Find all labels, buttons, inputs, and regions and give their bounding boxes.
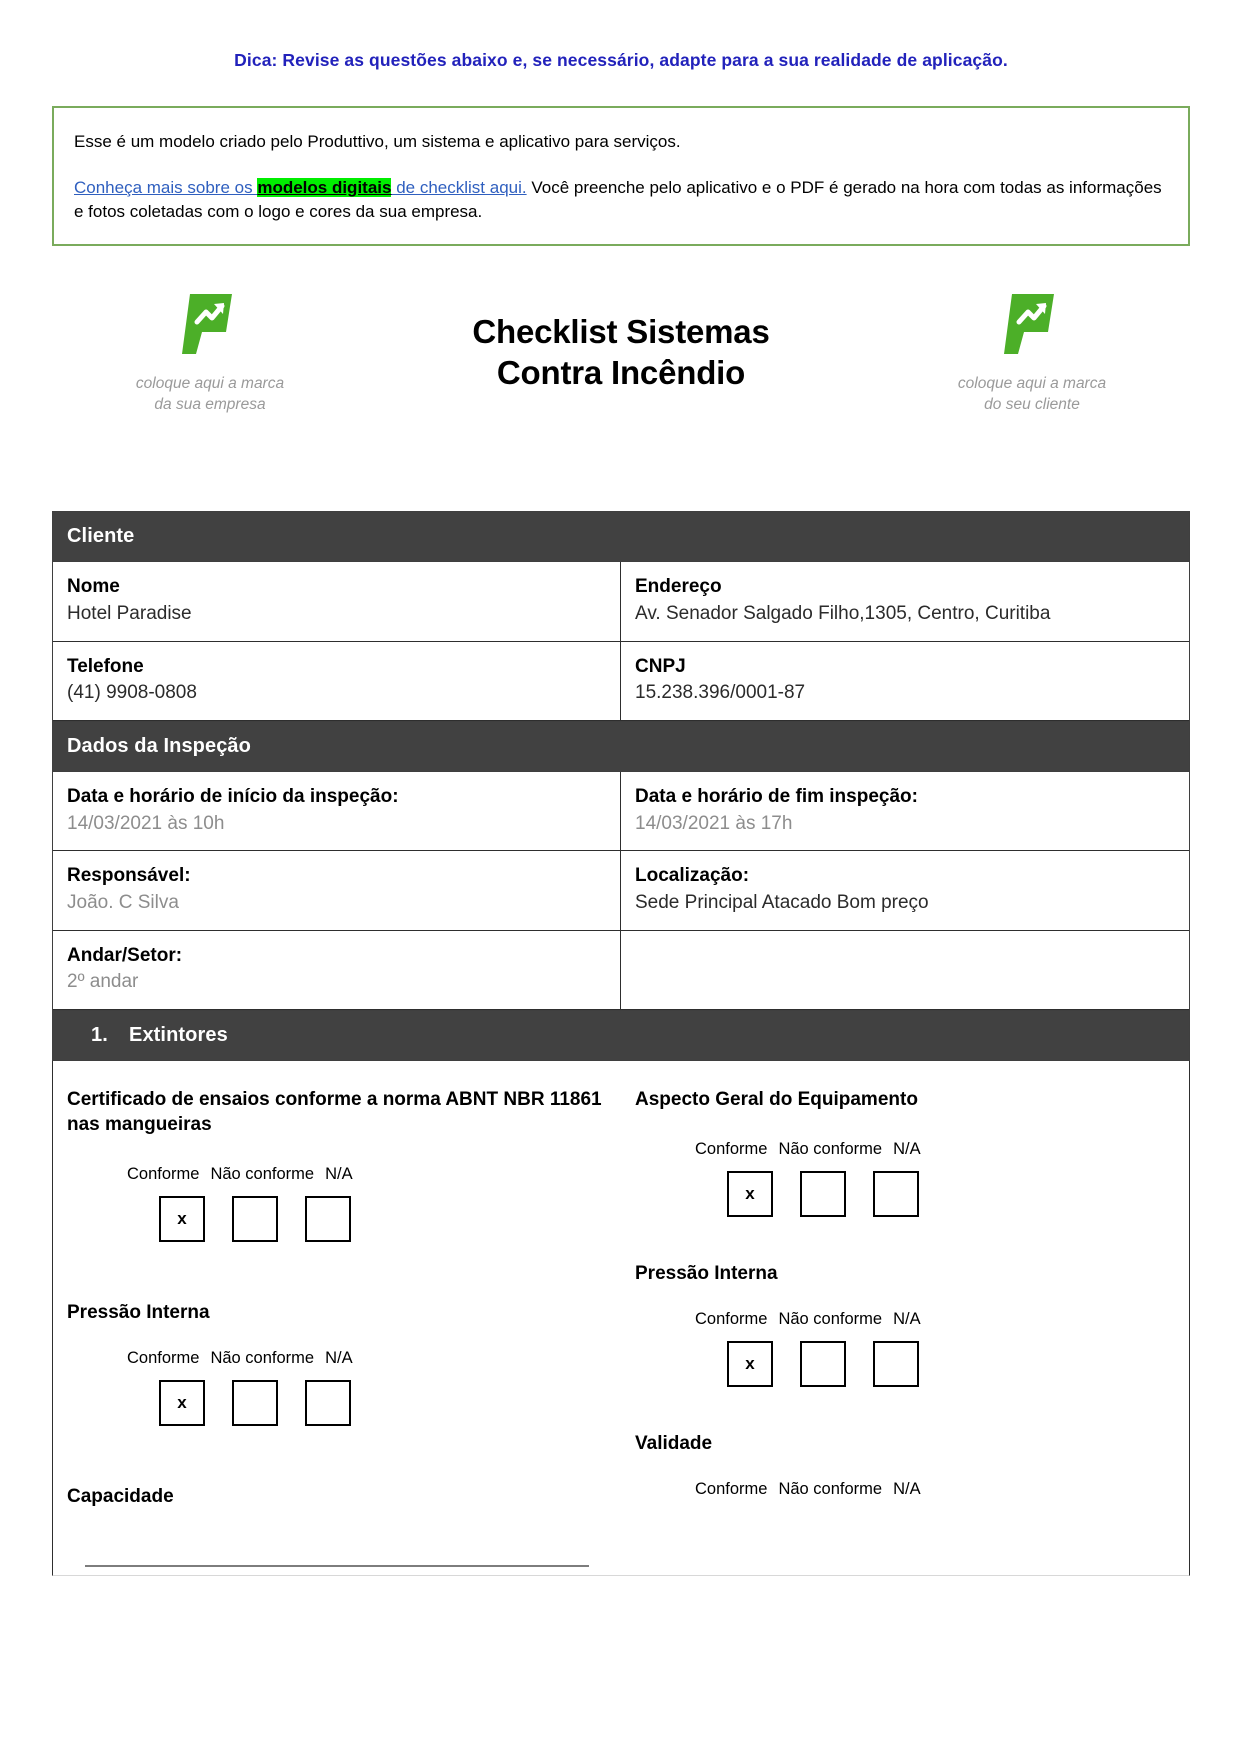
link-text-highlight: modelos digitais [257, 178, 392, 198]
field-localizacao-value: Sede Principal Atacado Bom preço [635, 891, 929, 913]
option-label-na: N/A [325, 1349, 353, 1368]
field-telefone[interactable] [53, 642, 621, 720]
option-labels-aspecto [695, 1140, 1175, 1159]
table-row-nome-endereco [53, 562, 1189, 641]
checkbox-group-aspecto [727, 1171, 1175, 1217]
checkbox-nao-conforme[interactable] [232, 1380, 278, 1426]
option-label-nao-conforme: Não conforme [778, 1480, 883, 1499]
checkbox-na[interactable] [873, 1171, 919, 1217]
option-label-nao-conforme: Não conforme [210, 1349, 315, 1368]
checkbox-conforme[interactable]: x [727, 1171, 773, 1217]
table-row-andar-setor [53, 931, 1189, 1010]
info-box-line-1: Esse é um modelo criado pelo Produttivo, um sistema e aplicativo para serviços. [74, 132, 681, 151]
spacer [635, 1395, 1175, 1431]
spacer [635, 1225, 1175, 1261]
checkbox-conforme[interactable]: x [159, 1380, 205, 1426]
option-label-nao-conforme: Não conforme [778, 1309, 883, 1328]
field-endereco[interactable] [621, 562, 1189, 640]
field-nome-value: Hotel Paradise [67, 603, 192, 625]
checklist-column-left [53, 1087, 621, 1575]
checkbox-group-certificado [159, 1196, 607, 1242]
checkbox-conforme[interactable]: x [727, 1341, 773, 1387]
question-pressao-interna-right-label: Pressão Interna [635, 1262, 778, 1284]
option-label-nao-conforme: Não conforme [210, 1164, 315, 1183]
section-number: 1. [91, 1023, 108, 1046]
company-brand-caption-line-2: da sua empresa [154, 395, 266, 413]
field-telefone-value: (41) 9908-0808 [67, 682, 197, 704]
link-text-suffix: de checklist aqui. [391, 178, 527, 198]
question-validade [635, 1431, 1175, 1499]
question-pressao-interna-right [635, 1261, 1175, 1387]
field-inicio-label: Data e horário de início da inspeção: [67, 785, 399, 807]
field-empty[interactable] [621, 931, 1189, 1009]
option-label-na: N/A [893, 1480, 921, 1499]
checkbox-nao-conforme[interactable] [800, 1171, 846, 1217]
field-andar-setor[interactable] [53, 931, 621, 1009]
question-validade-label: Validade [635, 1432, 713, 1454]
info-box-line-2 [74, 176, 1168, 224]
option-label-conforme: Conforme [127, 1349, 200, 1368]
page-title-line-2: Contra Incêndio [496, 354, 746, 392]
spacer [67, 1250, 607, 1300]
field-nome[interactable] [53, 562, 621, 640]
client-brand-caption-line-1: coloque aqui a marca [957, 375, 1107, 393]
checkbox-na[interactable] [305, 1196, 351, 1242]
question-certificado-label: Certificado de ensaios conforme a norma ABNT NBR 11861 nas mangueiras [67, 1088, 602, 1135]
field-responsavel[interactable] [53, 851, 621, 929]
option-label-na: N/A [325, 1164, 353, 1183]
modelos-digitais-link[interactable] [74, 178, 527, 197]
checklist-column-right [621, 1087, 1189, 1575]
option-labels-pressao-right [695, 1310, 1175, 1329]
field-responsavel-label: Responsável: [67, 865, 191, 887]
option-labels-validade [695, 1480, 1175, 1499]
checkbox-na[interactable] [873, 1341, 919, 1387]
info-box [52, 106, 1190, 246]
company-brand-caption [136, 374, 284, 415]
option-label-na: N/A [893, 1139, 921, 1158]
option-label-na: N/A [893, 1309, 921, 1328]
question-aspecto-geral-label: Aspecto Geral do Equipamento [635, 1088, 918, 1110]
question-aspecto-geral [635, 1087, 1175, 1217]
section-header-cliente: Cliente [53, 511, 1189, 562]
field-inicio-inspecao[interactable] [53, 772, 621, 850]
field-cnpj-label: CNPJ [635, 655, 686, 677]
section-header-dados-inspecao: Dados da Inspeção [53, 721, 1189, 772]
question-capacidade [67, 1484, 607, 1567]
table-row-responsavel-localizacao [53, 851, 1189, 930]
option-label-conforme: Conforme [695, 1480, 768, 1499]
field-responsavel-value: João. C Silva [67, 891, 179, 913]
table-row-telefone-cnpj [53, 642, 1189, 721]
client-brand-placeholder[interactable] [882, 288, 1182, 415]
company-brand-placeholder[interactable] [60, 288, 360, 415]
client-brand-caption-line-2: do seu cliente [984, 395, 1080, 413]
question-capacidade-label: Capacidade [67, 1486, 174, 1508]
table-row-inicio-fim [53, 772, 1189, 851]
section-header-extintores [53, 1010, 1189, 1061]
option-label-conforme: Conforme [695, 1309, 768, 1328]
spacer [67, 1434, 607, 1484]
field-telefone-label: Telefone [67, 655, 144, 677]
question-certificado-ensaios [67, 1087, 607, 1242]
field-nome-label: Nome [67, 576, 120, 598]
option-labels-pressao-left [127, 1349, 607, 1368]
checklist-form [52, 511, 1190, 1060]
checkbox-nao-conforme[interactable] [232, 1196, 278, 1242]
field-localizacao[interactable] [621, 851, 1189, 929]
field-endereco-label: Endereço [635, 576, 722, 598]
checkbox-nao-conforme[interactable] [800, 1341, 846, 1387]
info-box-trailing-text: Você preenche pelo aplicativo e o PDF é gerado na hora com todas as informações e fotos coletadas com o logo e cores da sua empresa. [74, 178, 1162, 222]
field-cnpj-value: 15.238.396/0001-87 [635, 682, 806, 704]
link-text-prefix: Conheça mais sobre os [74, 178, 258, 198]
option-label-conforme: Conforme [127, 1164, 200, 1183]
field-cnpj[interactable] [621, 642, 1189, 720]
checkbox-na[interactable] [305, 1380, 351, 1426]
company-brand-caption-line-1: coloque aqui a marca [135, 375, 285, 393]
produttivo-logo-icon [180, 288, 240, 360]
section-title: Extintores [129, 1023, 228, 1046]
question-pressao-interna-left [67, 1300, 607, 1426]
option-labels-certificado [127, 1165, 607, 1184]
checkbox-conforme[interactable]: x [159, 1196, 205, 1242]
field-andar-label: Andar/Setor: [67, 944, 183, 966]
checkbox-group-pressao-left [159, 1380, 607, 1426]
field-fim-value: 14/03/2021 às 17h [635, 812, 793, 834]
checklist-body [52, 1061, 1190, 1576]
option-label-conforme: Conforme [695, 1139, 768, 1158]
field-andar-value: 2º andar [67, 971, 139, 993]
field-localizacao-label: Localização: [635, 865, 750, 887]
capacidade-input-line[interactable] [85, 1565, 589, 1567]
field-fim-label: Data e horário de fim inspeção: [635, 785, 918, 807]
checkbox-group-pressao-right [727, 1341, 1175, 1387]
produttivo-logo-icon-client [1002, 288, 1062, 360]
page-title-line-1: Checklist Sistemas [472, 313, 770, 351]
page-title [360, 288, 882, 394]
option-label-nao-conforme: Não conforme [778, 1139, 883, 1158]
question-pressao-interna-left-label: Pressão Interna [67, 1301, 210, 1323]
hint-text: Dica: Revise as questões abaixo e, se necessário, adapte para a sua realidade de aplicação. [234, 50, 1008, 70]
field-inicio-value: 14/03/2021 às 10h [67, 812, 225, 834]
field-fim-inspecao[interactable] [621, 772, 1189, 850]
client-brand-caption [958, 374, 1106, 415]
document-header [60, 288, 1182, 438]
field-endereco-value: Av. Senador Salgado Filho,1305, Centro, Curitiba [635, 603, 1051, 625]
